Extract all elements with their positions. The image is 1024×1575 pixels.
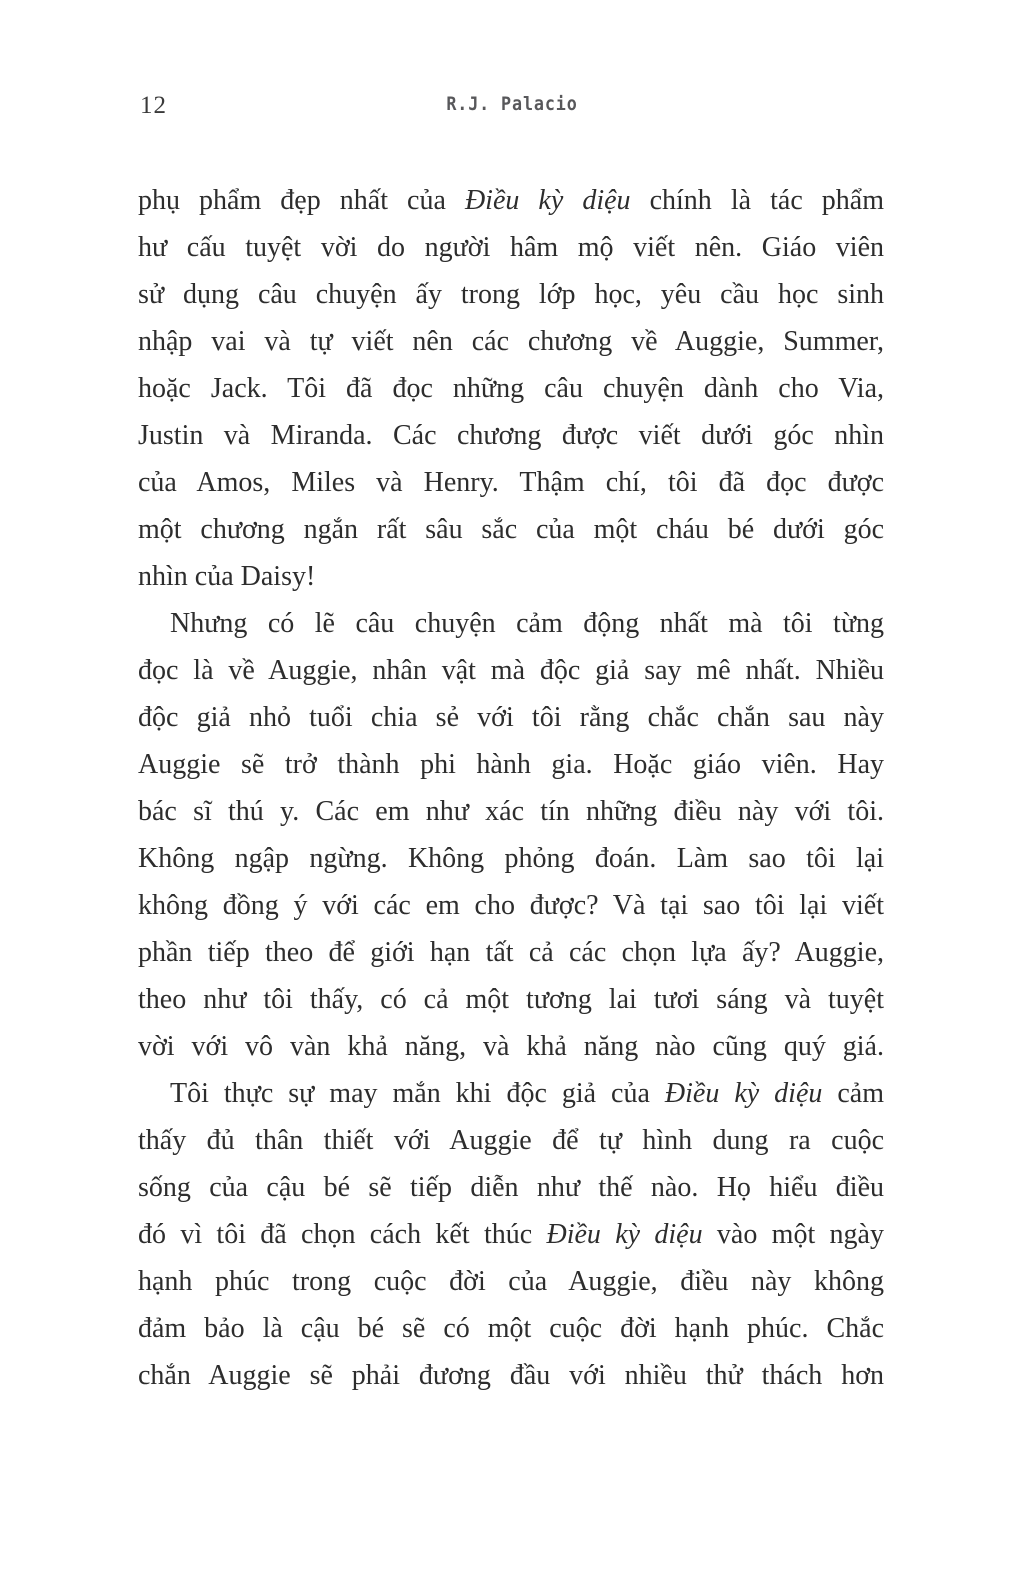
text-segment: vào một ngày xyxy=(702,1219,884,1250)
text-line xyxy=(138,1070,884,1117)
text-block xyxy=(138,177,884,1399)
book-title-italic: Điều kỳ diệu xyxy=(546,1219,703,1250)
text-line xyxy=(138,271,884,318)
text-line xyxy=(138,1352,884,1399)
text-segment: theo như tôi thấy, có cả một tương lai tươi sáng và tuyệt xyxy=(138,984,884,1015)
page-header xyxy=(0,90,1024,122)
text-line xyxy=(138,835,884,882)
text-line xyxy=(138,1258,884,1305)
text-line xyxy=(138,506,884,553)
text-segment: đảm bảo là cậu bé sẽ có một cuộc đời hạnh phúc. Chắc xyxy=(138,1313,884,1344)
text-segment: bác sĩ thú y. Các em như xác tín những điều này với tôi. xyxy=(138,796,884,827)
text-segment: hạnh phúc trong cuộc đời của Auggie, điều này không xyxy=(138,1266,884,1297)
text-segment: đó vì tôi đã chọn cách kết thúc xyxy=(138,1219,547,1250)
text-line xyxy=(138,1117,884,1164)
text-segment: chính là tác phẩm xyxy=(630,185,884,216)
text-line xyxy=(138,318,884,365)
text-segment: đọc là về Auggie, nhân vật mà độc giả say mê nhất. Nhiều xyxy=(138,655,884,686)
text-line xyxy=(138,788,884,835)
text-segment: nhìn của Daisy! xyxy=(138,561,316,592)
text-line xyxy=(138,600,884,647)
running-title: R.J. Palacio xyxy=(446,93,578,115)
paragraph xyxy=(138,1070,884,1399)
text-segment: Tôi thực sự may mắn khi độc giả của xyxy=(170,1078,665,1109)
text-segment: sử dụng câu chuyện ấy trong lớp học, yêu cầu học sinh xyxy=(138,279,884,310)
text-segment: không đồng ý với các em cho được? Và tại sao tôi lại viết xyxy=(138,890,884,921)
text-segment: độc giả nhỏ tuổi chia sẻ với tôi rằng chắc chắn sau này xyxy=(138,702,884,733)
text-segment: sống của cậu bé sẽ tiếp diễn như thế nào. Họ hiểu điều xyxy=(138,1172,884,1203)
book-title-italic: Điều kỳ diệu xyxy=(464,185,631,216)
text-segment: Auggie sẽ trở thành phi hành gia. Hoặc giáo viên. Hay xyxy=(138,749,884,780)
text-line xyxy=(138,459,884,506)
text-line xyxy=(138,882,884,929)
text-segment: một chương ngắn rất sâu sắc của một cháu bé dưới góc xyxy=(138,514,884,545)
text-line xyxy=(138,1023,884,1070)
text-line xyxy=(138,976,884,1023)
text-segment: hoặc Jack. Tôi đã đọc những câu chuyện dành cho Via, xyxy=(138,373,884,404)
text-line xyxy=(138,224,884,271)
text-line xyxy=(138,177,884,224)
text-line xyxy=(138,694,884,741)
paragraph xyxy=(138,177,884,600)
text-line xyxy=(138,929,884,976)
text-segment: nhập vai và tự viết nên các chương về Auggie, Summer, xyxy=(138,326,884,357)
text-line xyxy=(138,647,884,694)
text-segment: phần tiếp theo để giới hạn tất cả các chọn lựa ấy? Auggie, xyxy=(138,937,884,968)
text-line xyxy=(138,412,884,459)
text-line xyxy=(138,1211,884,1258)
text-line xyxy=(138,1305,884,1352)
page-number: 12 xyxy=(140,92,167,119)
text-segment: Không ngập ngừng. Không phỏng đoán. Làm sao tôi lại xyxy=(138,843,884,874)
text-segment: cảm xyxy=(822,1078,884,1109)
text-segment: phụ phẩm đẹp nhất của xyxy=(138,185,465,216)
book-title-italic: Điều kỳ diệu xyxy=(664,1078,823,1109)
text-segment: thấy đủ thân thiết với Auggie để tự hình dung ra cuộc xyxy=(138,1125,884,1156)
text-segment: vời với vô vàn khả năng, và khả năng nào cũng quý giá. xyxy=(138,1031,884,1062)
text-segment: Justin và Miranda. Các chương được viết dưới góc nhìn xyxy=(138,420,884,451)
text-segment: hư cấu tuyệt vời do người hâm mộ viết nên. Giáo viên xyxy=(138,232,884,263)
text-line xyxy=(138,365,884,412)
text-line xyxy=(138,553,884,600)
paragraph xyxy=(138,600,884,1070)
text-segment: của Amos, Miles và Henry. Thậm chí, tôi đã đọc được xyxy=(138,467,884,498)
text-segment: Nhưng có lẽ câu chuyện cảm động nhất mà tôi từng xyxy=(170,608,884,639)
text-segment: chắn Auggie sẽ phải đương đầu với nhiều thử thách hơn xyxy=(138,1360,884,1391)
text-line xyxy=(138,1164,884,1211)
text-line xyxy=(138,741,884,788)
